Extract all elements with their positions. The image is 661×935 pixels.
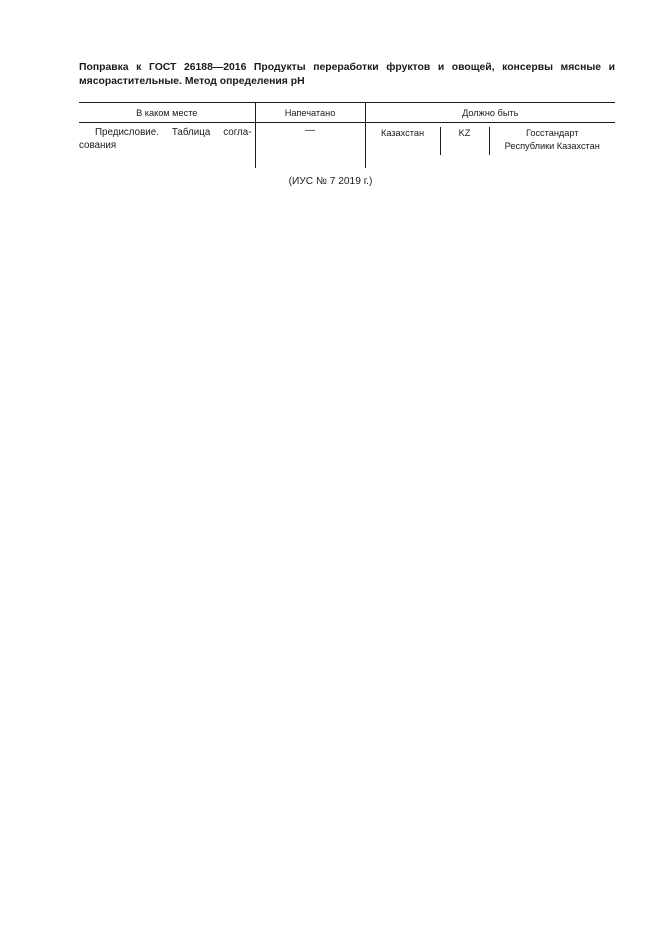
header-where: В каком месте xyxy=(79,103,255,123)
document-title: Поправка к ГОСТ 26188—2016 Продукты переработки фруктов и овощей, консервы мясные и мясорастительные. Метод определения pH xyxy=(79,62,615,87)
cell-where xyxy=(79,123,255,169)
should-be-body-line2: Республики Казахстан xyxy=(504,140,600,151)
header-printed: Напечатано xyxy=(255,103,365,123)
should-be-code: KZ xyxy=(440,127,490,155)
cell-printed: — xyxy=(255,123,365,169)
should-be-body xyxy=(490,127,616,155)
footer-reference: (ИУС № 7 2019 г.) xyxy=(288,176,373,187)
should-be-country: Казахстан xyxy=(380,128,425,138)
table-row xyxy=(79,123,615,169)
cell-should-be xyxy=(365,123,615,169)
header-should-be: Должно быть xyxy=(365,103,615,123)
should-be-body-line1: Госстандарт xyxy=(525,128,579,138)
where-text: Предисловие. Таблица согласования xyxy=(79,127,252,151)
correction-table xyxy=(79,102,615,168)
table-header-row xyxy=(79,103,615,123)
should-be-grid xyxy=(366,127,616,155)
